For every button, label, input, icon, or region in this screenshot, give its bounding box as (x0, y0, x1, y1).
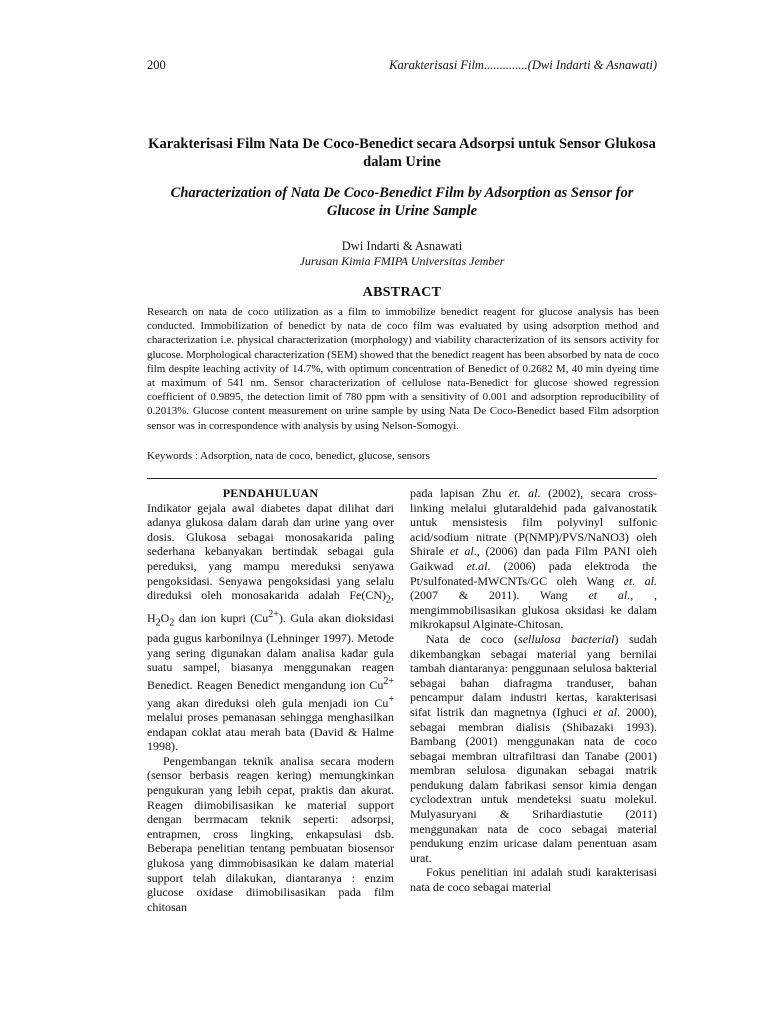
abstract-text: Research on nata de coco utilization as a film to immobilize benedict reagent for glucose analysis has been conducted. Immobilization of benedict by nata de coco film was evaluated by using adsorption method and characterization i.e. physical characterization (morphology) and viability characterization of its sensors activity for glucose. Morphological characterization (SEM) showed that the benedict reagent has been absorbed by nata de coco film despite leaching activity of 14.7%, with optimum concentration of Benedict of 0.2682 M, 40 min dyeing time at maximum of 541 nm. Sensor characterization of cellulose nata-Benedict for glucose showed regression coefficient of 0.9895, the detection limit of 780 ppm with a sensitivity of 0.001 and adsorption reproducibility of 0.2013%. Glucose content measurement on urine sample by using Nata De Coco-Benedict based Film adsorption sensor was in correspondence with analysis by using Nelson-Somogyi. (147, 306, 659, 432)
section-divider (147, 478, 657, 479)
intro-paragraph-4: Nata de coco (sellulosa bacterial) sudah dikembangkan sebagai material yang bernilai tambah diantaranya: penggunaan selulosa bakterial sebagai bahan diafragma tranduser, bahan pencampur dalam industri kertas, karakterisasi sifat listrik dan magnetnya (Ighuci et al. 2000), sebagai membran dialisis (Shibazaki 1993). Bambang (2001) menggunakan nata de coco sebagai membran ultrafiltrasi dan Tanabe (2001) membran selulosa digunakan sebagai matrik pendukung dalam fabrikasi sensor kimia dengan cyclodextran untuk mendeteksi suatu molekul. Mulyasuryani & Srihardiastutie (2011) menggunakan nata de coco sebagai material pendukung enzim uricase dalam penentuan asam urat. (410, 631, 657, 865)
right-column (410, 486, 657, 895)
section-heading: PENDAHULUAN (222, 486, 319, 500)
running-header (147, 58, 657, 73)
title-block (147, 135, 657, 301)
title-english: Characterization of Nata De Coco-Benedict Film by Adsorption as Sensor for Glucose in Urine Sample (170, 185, 634, 219)
intro-paragraph-2: Pengembangan teknik analisa secara modern (sensor berbasis reagen kering) memungkinkan pengukuran yang lebih cepat, praktis dan akurat. Reagen diimobilisasikan ke material support dengan berrmacam teknik seperti: adsorpsi, entrapmen, cross lingking, enkapsulasi dsb. Beberapa penelitian tentang pembuatan biosensor glukosa yang dimmobisasikan ke dalam material support telah dilakukan, diantaranya : enzim glucose oxidase diimobilisasikan pada film chitosan (147, 753, 394, 914)
affiliation: Jurusan Kimia FMIPA Universitas Jember (299, 254, 505, 268)
intro-paragraph-5: Fokus penelitian ini adalah studi karakterisasi nata de coco sebagai material (410, 865, 657, 895)
page-number: 200 (147, 58, 166, 72)
keywords: Keywords : Adsorption, nata de coco, benedict, glucose, sensors (147, 450, 430, 462)
intro-paragraph-1: Indikator gejala awal diabetes dapat dilihat dari adanya glukosa dalam darah dan urine yang over dosis. Glukosa sebagai monosakarida paling sederhana kebanyakan bertindak sebagai gula pereduksi, yang mampu mereduksi senyawa pengoksidasi. Senyawa pengoksidasi yang selalu direduksi oleh monosakarida adalah $Fe(CN)_2$, $H_2O_2$ dan ion kupri $(Cu^{2+})$. Gula akan dioksidasi pada gugus karbonilnya (Lehninger 1997). Metode yang sering digunakan dalam analisa kadar gula suatu sampel, biasanya menggunakan reagen Benedict. Reagen Benedict mengandung ion $Cu^{2+}$ yang akan direduksi oleh gula menjadi ion Cu+ melalui proses pemanasan sehingga menghasilkan endapan coklat atau merah bata (David & Halme 1998). (147, 500, 394, 754)
abstract-heading: ABSTRACT (362, 285, 442, 300)
intro-paragraph-3: pada lapisan Zhu et. al. (2002), secara cross-linking melalui glutaraldehid pada galvanostatik untuk mensistesis film polyvinyl sulfonic acid/sodium nitrate (P(NMP)/PVS/NaNO3) oleh Shirale et al., (2006) dan pada Film PANI oleh Gaikwad et.al. (2006) pada elektroda the Pt/sulfonated-MWCNTs/GC oleh Wang et. al. (2007 & 2011). Wang et al., , mengimmobilisasikan glukosa oksidasi ke dalam mikrokapsul Alginate-Chitosan. (410, 486, 658, 632)
left-column (147, 486, 394, 914)
title-indonesian: Karakterisasi Film Nata De Coco-Benedict secara Adsorpsi untuk Sensor Glukosa dalam Urine (148, 136, 656, 170)
running-title: Karakterisasi Film..............(Dwi Indarti & Asnawati) (389, 58, 657, 72)
authors: Dwi Indarti & Asnawati (341, 239, 463, 253)
